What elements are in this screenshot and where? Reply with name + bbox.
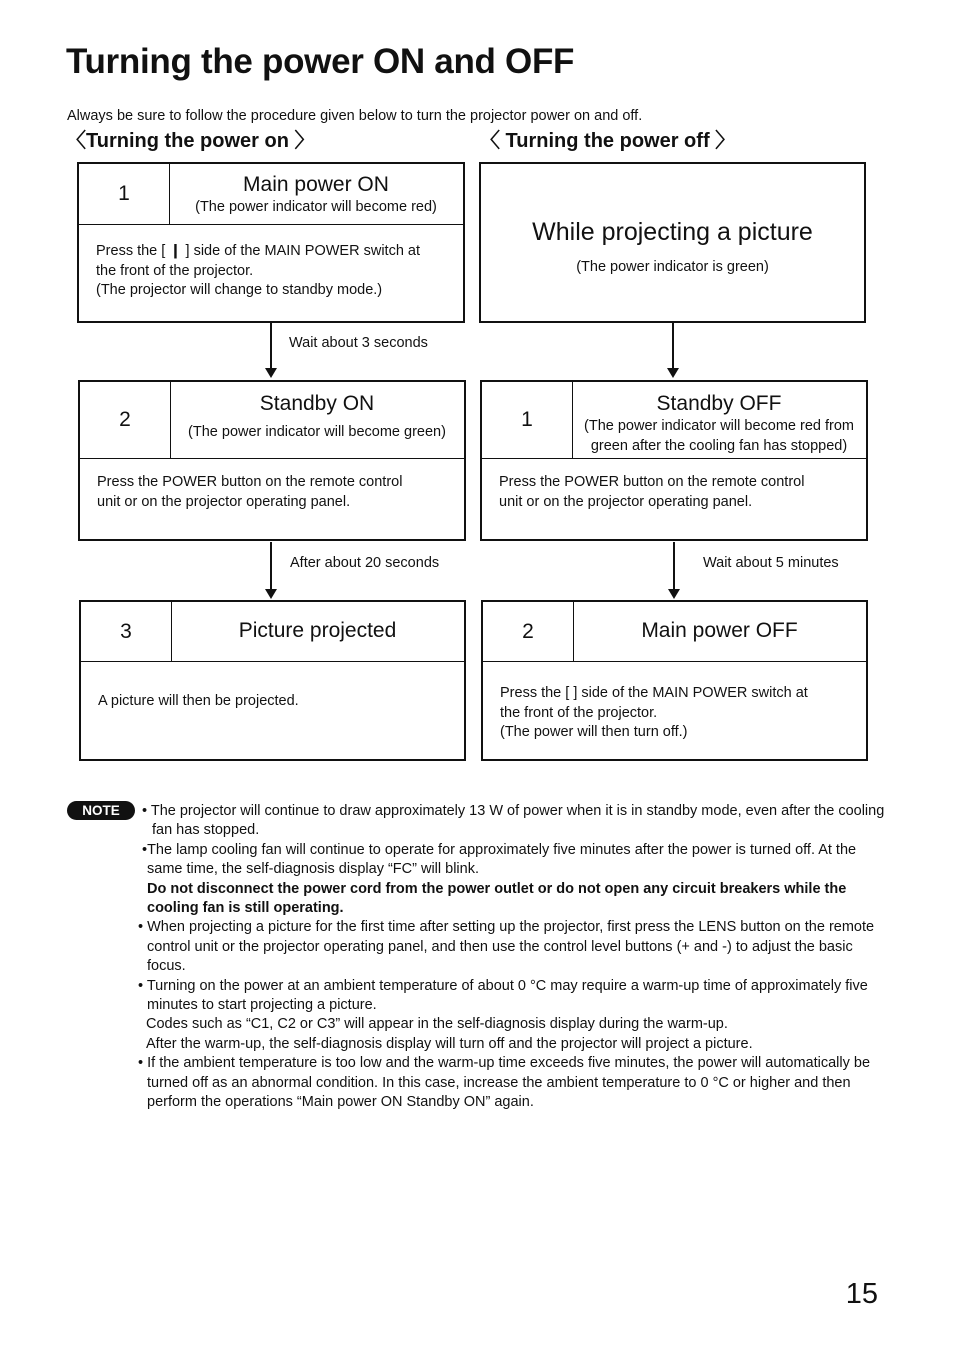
note-item: After the warm-up, the self-diagnosis display will turn off and the projector will project a picture.: [146, 1035, 753, 1052]
on-step-3-box: [79, 600, 466, 761]
step-heading: [171, 602, 464, 661]
on-step-2-box: [78, 380, 466, 541]
wait-label: Wait about 3 seconds: [289, 335, 428, 351]
down-arrow-icon: [667, 368, 679, 378]
off-step-1-box: [480, 380, 868, 541]
note-item: •The lamp cooling fan will continue to operate for approximately five minutes after the power is turned off. At the same time, the self-diagnosis display “FC” will blink.: [142, 841, 857, 878]
off-step-2-header: [483, 602, 866, 662]
step-title: Main power OFF: [641, 619, 798, 642]
note-warning: Do not disconnect the power cord from the power outlet or do not open any circuit breakers while the cooling fan is still operating.: [147, 880, 847, 917]
step-number: 2: [80, 382, 171, 458]
step-number: 1: [79, 164, 170, 224]
step-body: Press the [ ] side of the MAIN POWER switch at the front of the projector. (The power will then turn off.): [500, 685, 808, 740]
note-item: • When projecting a picture for the first time after setting up the projector, first press the LENS button on the remote control unit or the projector operating panel, and then use the control level buttons (+ and -) to adjust the basic focus.: [138, 919, 875, 975]
page-number: 15: [845, 1278, 878, 1310]
down-arrow-icon: [265, 368, 277, 378]
step-body: A picture will then be projected.: [98, 693, 299, 709]
arrow-line: [270, 323, 272, 369]
on-step-3-header: [81, 602, 464, 662]
page-title: Turning the power ON and OFF: [66, 42, 575, 81]
on-step-1-box: [77, 162, 465, 323]
step-title: Main power ON: [243, 173, 389, 196]
wait-label: Wait about 5 minutes: [703, 555, 839, 571]
note-item: • If the ambient temperature is too low and the warm-up time exceeds five minutes, the power will automatically be turned off as an abnormal condition. In this case, increase the ambient temperature to 0 °C or higher and then perform the operations “Main power ON Standby ON” again.: [138, 1055, 871, 1111]
power-off-heading: 〈 Turning the power off 〉: [480, 130, 736, 152]
off-step-2-box: [481, 600, 868, 761]
step-heading: [573, 602, 866, 661]
note-item: • Turning on the power at an ambient temperature of about 0 °C may require a warm-up time of approximately five minutes to start projecting a picture.: [138, 977, 868, 1014]
on-step-1-header: [79, 164, 463, 225]
step-number: 1: [482, 382, 573, 458]
step-body: Press the POWER button on the remote control unit or on the projector operating panel.: [499, 474, 805, 510]
arrow-line: [673, 542, 675, 590]
note-badge: NOTE: [67, 801, 135, 820]
step-heading: [169, 164, 463, 224]
step-subtitle: (The power indicator will become red): [195, 199, 437, 215]
off-step-1-header: [482, 382, 866, 459]
arrow-line: [270, 542, 272, 590]
start-subtitle: (The power indicator is green): [576, 259, 769, 275]
start-title: While projecting a picture: [532, 218, 813, 246]
intro-text: Always be sure to follow the procedure given below to turn the projector power on and off.: [67, 108, 643, 124]
power-on-heading: 〈Turning the power on 〉: [66, 130, 315, 152]
off-start-box: [479, 162, 866, 323]
step-heading: [572, 382, 866, 458]
step-body: Press the POWER button on the remote control unit or on the projector operating panel.: [97, 474, 403, 510]
step-subtitle: (The power indicator will become green): [188, 424, 446, 440]
step-title: Standby ON: [259, 392, 375, 415]
down-arrow-icon: [668, 589, 680, 599]
step-title: Standby OFF: [656, 392, 782, 415]
step-subtitle: (The power indicator will become red from green after the cooling fan has stopped): [584, 418, 854, 454]
on-step-2-header: [80, 382, 464, 459]
note-item: • The projector will continue to draw approximately 13 W of power when it is in standby mode, even after the cooling fan has stopped.: [142, 803, 885, 839]
step-heading: [170, 382, 464, 458]
step-number: 2: [483, 602, 574, 661]
step-title: Picture projected: [238, 619, 397, 642]
step-body: Press the [ ❙ ] side of the MAIN POWER switch at the front of the projector. (The projector will change to standby mode.): [96, 243, 420, 298]
arrow-line: [672, 323, 674, 369]
step-number: 3: [81, 602, 172, 661]
note-list: [138, 802, 888, 1113]
wait-label: After about 20 seconds: [290, 555, 440, 571]
down-arrow-icon: [265, 589, 277, 599]
note-item: Codes such as “C1, C2 or C3” will appear in the self-diagnosis display during the warm-up.: [146, 1016, 728, 1033]
